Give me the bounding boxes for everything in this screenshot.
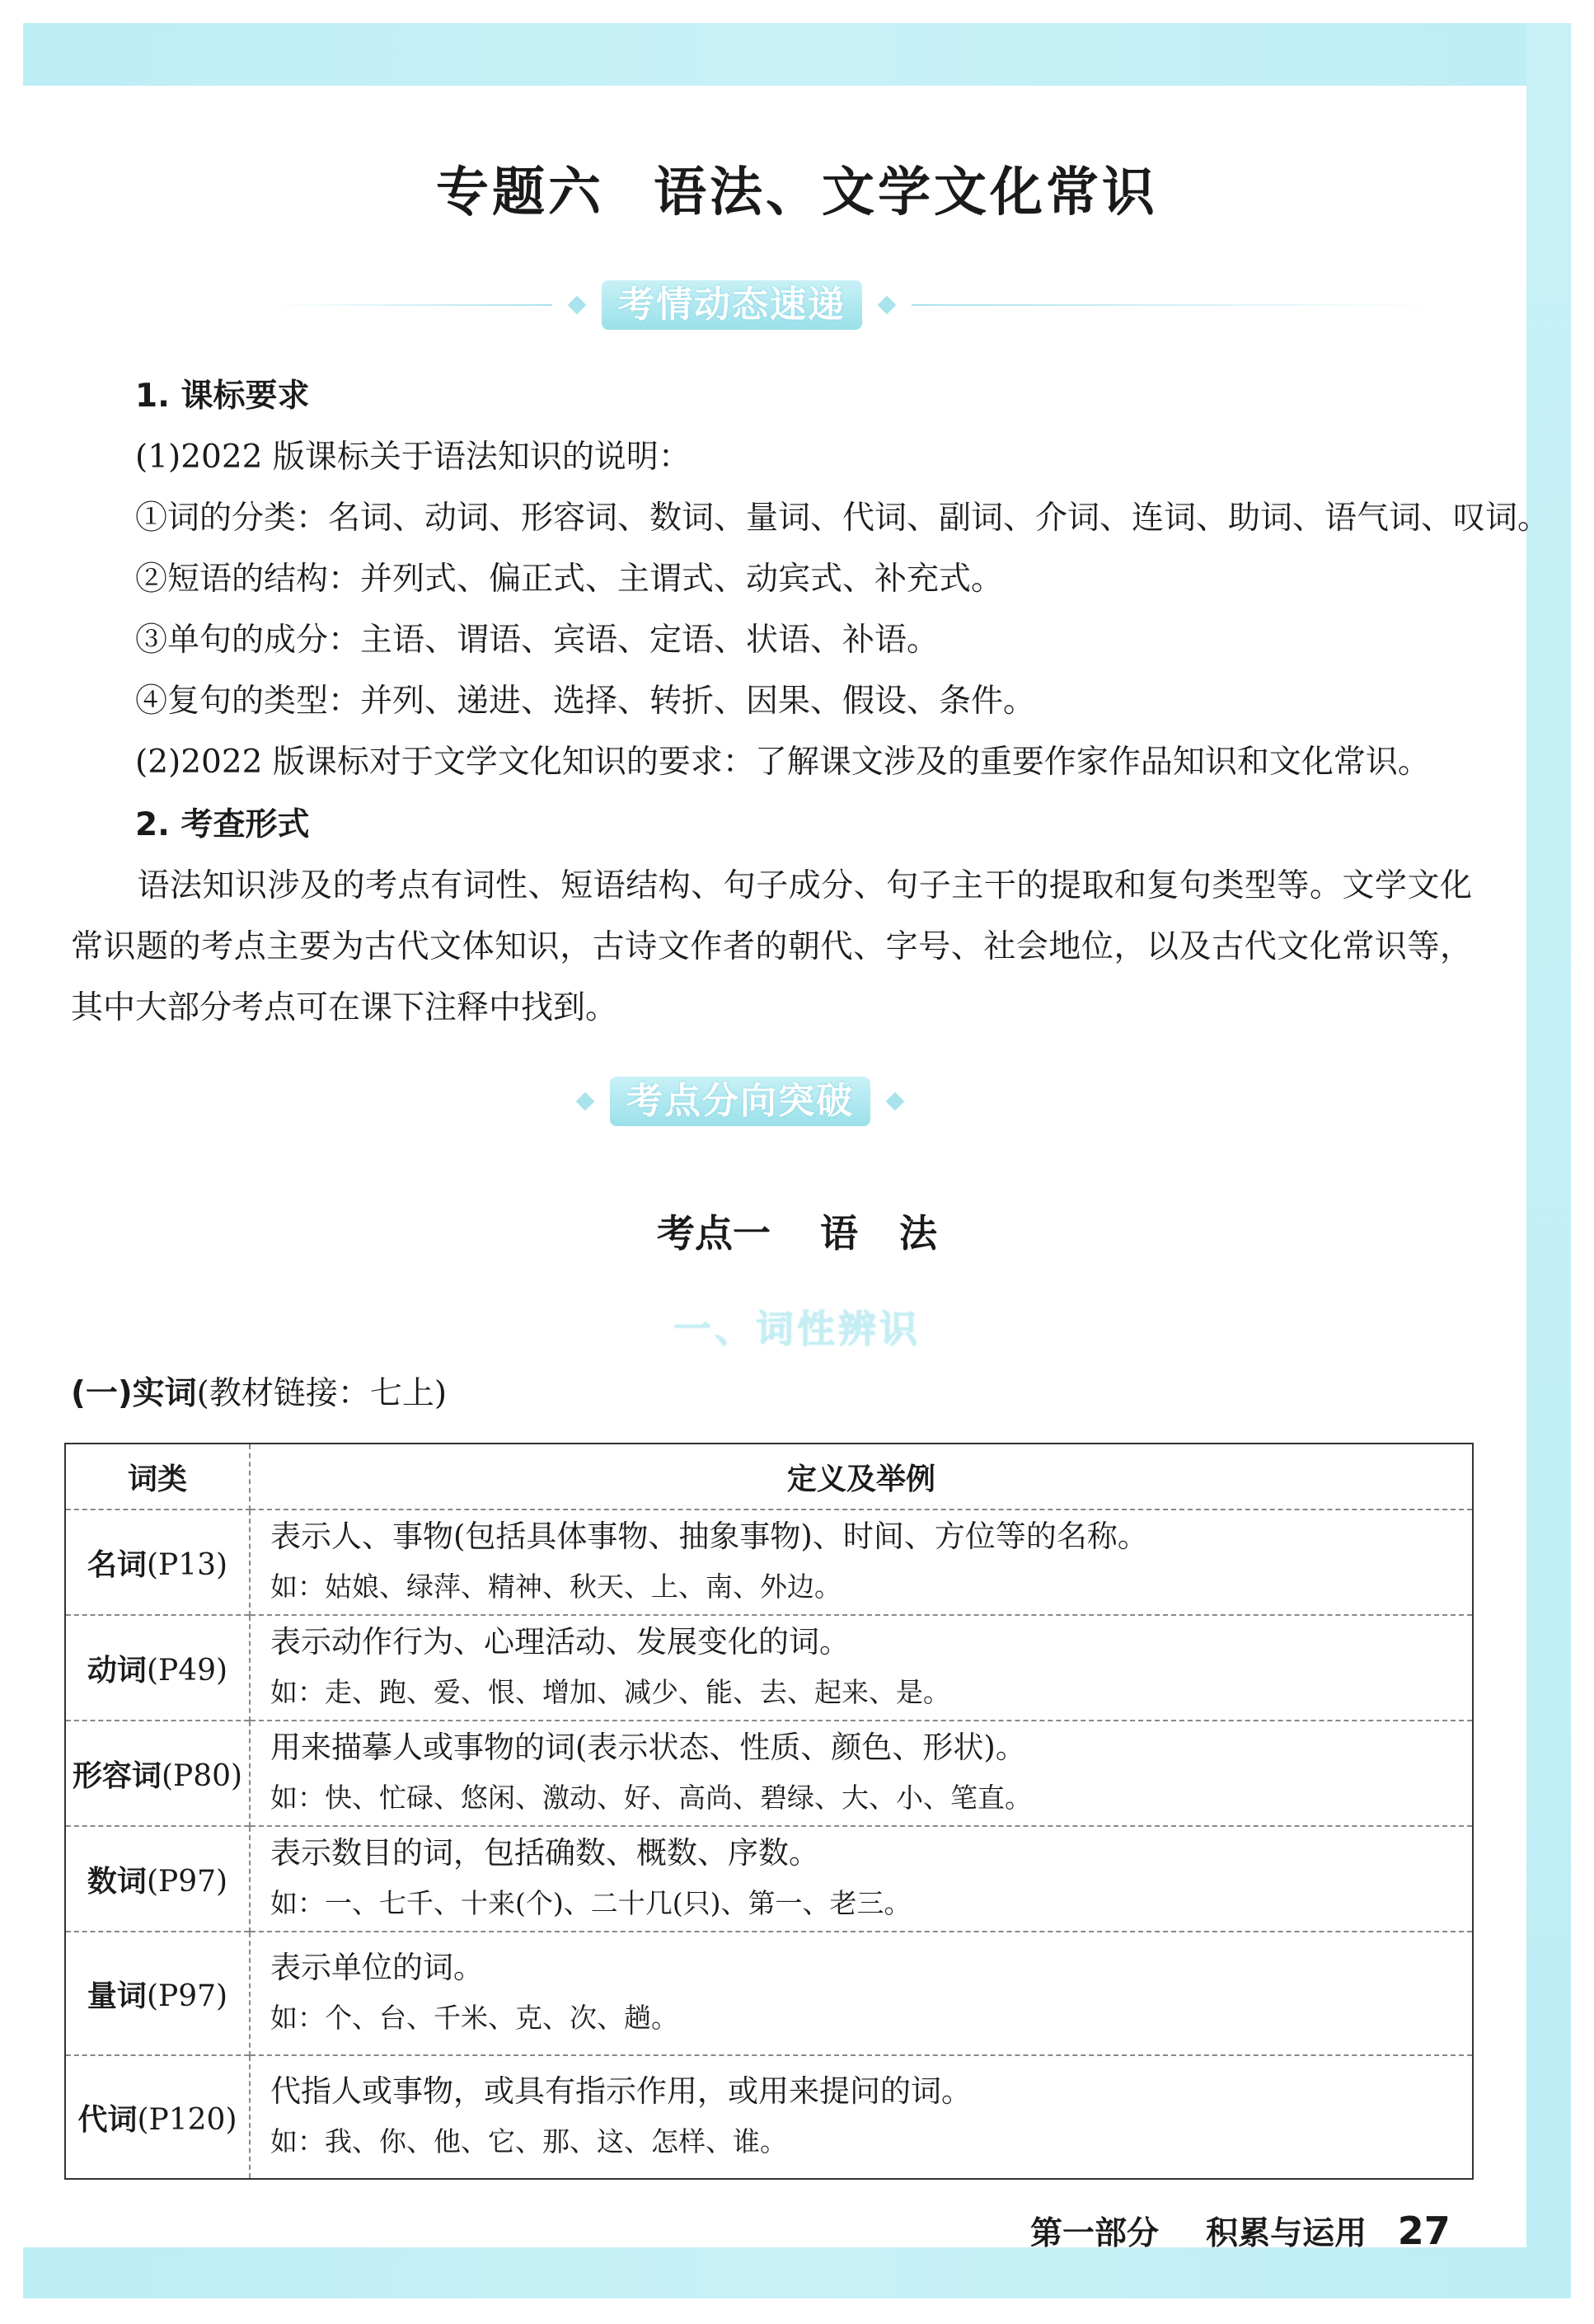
definition-text: 用来描摹人或事物的词(表示状态、性质、颜色、形状)。 — [270, 1730, 1026, 1765]
footer-part: 第一部分 — [1030, 2215, 1160, 2252]
example-text: 如：快、忙碌、悠闲、激动、好、高尚、碧绿、大、小、笔直。 — [270, 1782, 1032, 1814]
example-text: 如：我、你、他、它、那、这、怎样、谁。 — [270, 2125, 787, 2157]
word-class-name: 数词 — [87, 1864, 147, 1899]
page-ref: (P97) — [146, 1864, 228, 1899]
page-number: 27 — [1397, 2209, 1451, 2253]
page-ref: (P13) — [146, 1547, 228, 1582]
title-topic-name: 语法、文学文化常识 — [654, 162, 1158, 223]
definition-cell — [250, 1721, 1473, 1826]
subsection-heading: 一、词性辨识 — [673, 1307, 921, 1351]
definition-cell — [250, 2055, 1473, 2179]
diamond-icon — [576, 1092, 595, 1111]
curriculum-line: ①词的分类：名词、动词、形容词、数词、量词、代词、副词、介词、连词、助词、语气词、叹词。 — [135, 500, 1550, 537]
curriculum-line: ④复句的类型：并列、递进、选择、转折、因果、假设、条件。 — [135, 683, 1036, 720]
page-ref: (P97) — [146, 1979, 228, 2013]
diamond-icon — [886, 1092, 905, 1111]
curriculum-line: (1)2022 版课标关于语法知识的说明： — [135, 439, 691, 476]
definition-cell — [250, 1615, 1473, 1721]
table-row — [65, 1721, 1473, 1826]
page-title — [0, 150, 1594, 226]
exam-trend-banner — [272, 280, 1467, 330]
example-text: 如：走、跑、爱、恨、增加、减少、能、去、起来、是。 — [270, 1676, 950, 1708]
definition-text: 表示单位的词。 — [270, 1950, 484, 1985]
definition-text: 代指人或事物，或具有指示作用，或用来提问的词。 — [270, 2073, 972, 2109]
page-ref: (P80) — [161, 1758, 243, 1793]
right-decor-band — [1526, 23, 1571, 2298]
word-class-cell — [65, 1615, 250, 1721]
diamond-icon — [878, 296, 897, 315]
word-class-table — [64, 1443, 1474, 2180]
title-topic-number: 专题六 — [436, 162, 604, 223]
curriculum-line: (2)2022 版课标对于文学文化知识的要求：了解课文涉及的重要作家作品知识和文化常识。 — [135, 744, 1430, 781]
word-class-name: 量词 — [87, 1979, 147, 2013]
diamond-icon — [568, 296, 587, 315]
content-words-label — [71, 1373, 447, 1415]
key-point-number: 考点一 — [657, 1211, 771, 1256]
exam-trend-label: 考情动态速递 — [602, 280, 862, 330]
page-ref: (P120) — [137, 2102, 237, 2137]
table-header-row — [65, 1444, 1473, 1509]
table-row — [65, 1932, 1473, 2055]
word-class-cell — [65, 1509, 250, 1615]
exam-form-text: 语法知识涉及的考点有词性、短语结构、句子成分、句子主干的提取和复句类型等。文学文化常识题的考点主要为古代文体知识，古诗文作者的朝代、字号、社会地位，以及古代文化常识等，其中大部分考点可在课下注释中找到。 — [71, 867, 1472, 1026]
example-text: 如：一、七千、十来(个)、二十几(只)、第一、老三。 — [270, 1887, 912, 1919]
definition-cell — [250, 1932, 1473, 2055]
word-class-name: 代词 — [77, 2102, 138, 2137]
header-word-class: 词类 — [65, 1444, 250, 1509]
exam-form-paragraph — [71, 856, 1472, 1039]
definition-text: 表示人、事物(包括具体事物、抽象事物)、时间、方位等的名称。 — [270, 1519, 1148, 1554]
table-row — [65, 2055, 1473, 2179]
definition-text: 表示动作行为、心理活动、发展变化的词。 — [270, 1624, 850, 1660]
key-point-title-char: 法 — [899, 1211, 937, 1256]
section-heading-curriculum: 1. 课标要求 — [135, 378, 310, 415]
definition-cell — [250, 1509, 1473, 1615]
curriculum-line: ②短语的结构：并列式、偏正式、主谓式、动宾式、补充式。 — [135, 561, 1004, 598]
table-row — [65, 1615, 1473, 1721]
definition-cell — [250, 1826, 1473, 1932]
textbook-link-note: (教材链接：七上) — [196, 1375, 448, 1412]
top-decor-band — [23, 23, 1571, 86]
word-class-name: 名词 — [87, 1547, 147, 1582]
example-text: 如：姑娘、绿萍、精神、秋天、上、南、外边。 — [270, 1570, 842, 1603]
example-text: 如：个、台、千米、克、次、趟。 — [270, 2002, 678, 2034]
key-point-title-char: 语 — [820, 1211, 858, 1256]
curriculum-line: ③单句的成分：主语、谓语、宾语、定语、状语、补语。 — [135, 622, 940, 659]
table-row — [65, 1509, 1473, 1615]
word-class-cell — [65, 1721, 250, 1826]
key-point-heading — [0, 1204, 1594, 1258]
page-footer — [1030, 2208, 1451, 2254]
word-class-name: 形容词 — [72, 1758, 162, 1793]
footer-section: 积累与运用 — [1206, 2215, 1367, 2252]
content-words-title: (一)实词 — [71, 1375, 197, 1412]
header-definition: 定义及举例 — [250, 1444, 1473, 1509]
section-heading-exam-form: 2. 考查形式 — [135, 806, 310, 843]
page-ref: (P49) — [146, 1653, 228, 1688]
word-class-name: 动词 — [87, 1653, 147, 1688]
word-class-cell — [65, 1826, 250, 1932]
key-points-label: 考点分向突破 — [610, 1077, 870, 1126]
definition-text: 表示数目的词，包括确数、概数、序数。 — [270, 1835, 819, 1871]
word-class-cell — [65, 1932, 250, 2055]
bottom-decor-band — [23, 2247, 1571, 2298]
table-row — [65, 1826, 1473, 1932]
key-points-banner — [560, 1077, 1055, 1126]
word-class-cell — [65, 2055, 250, 2179]
